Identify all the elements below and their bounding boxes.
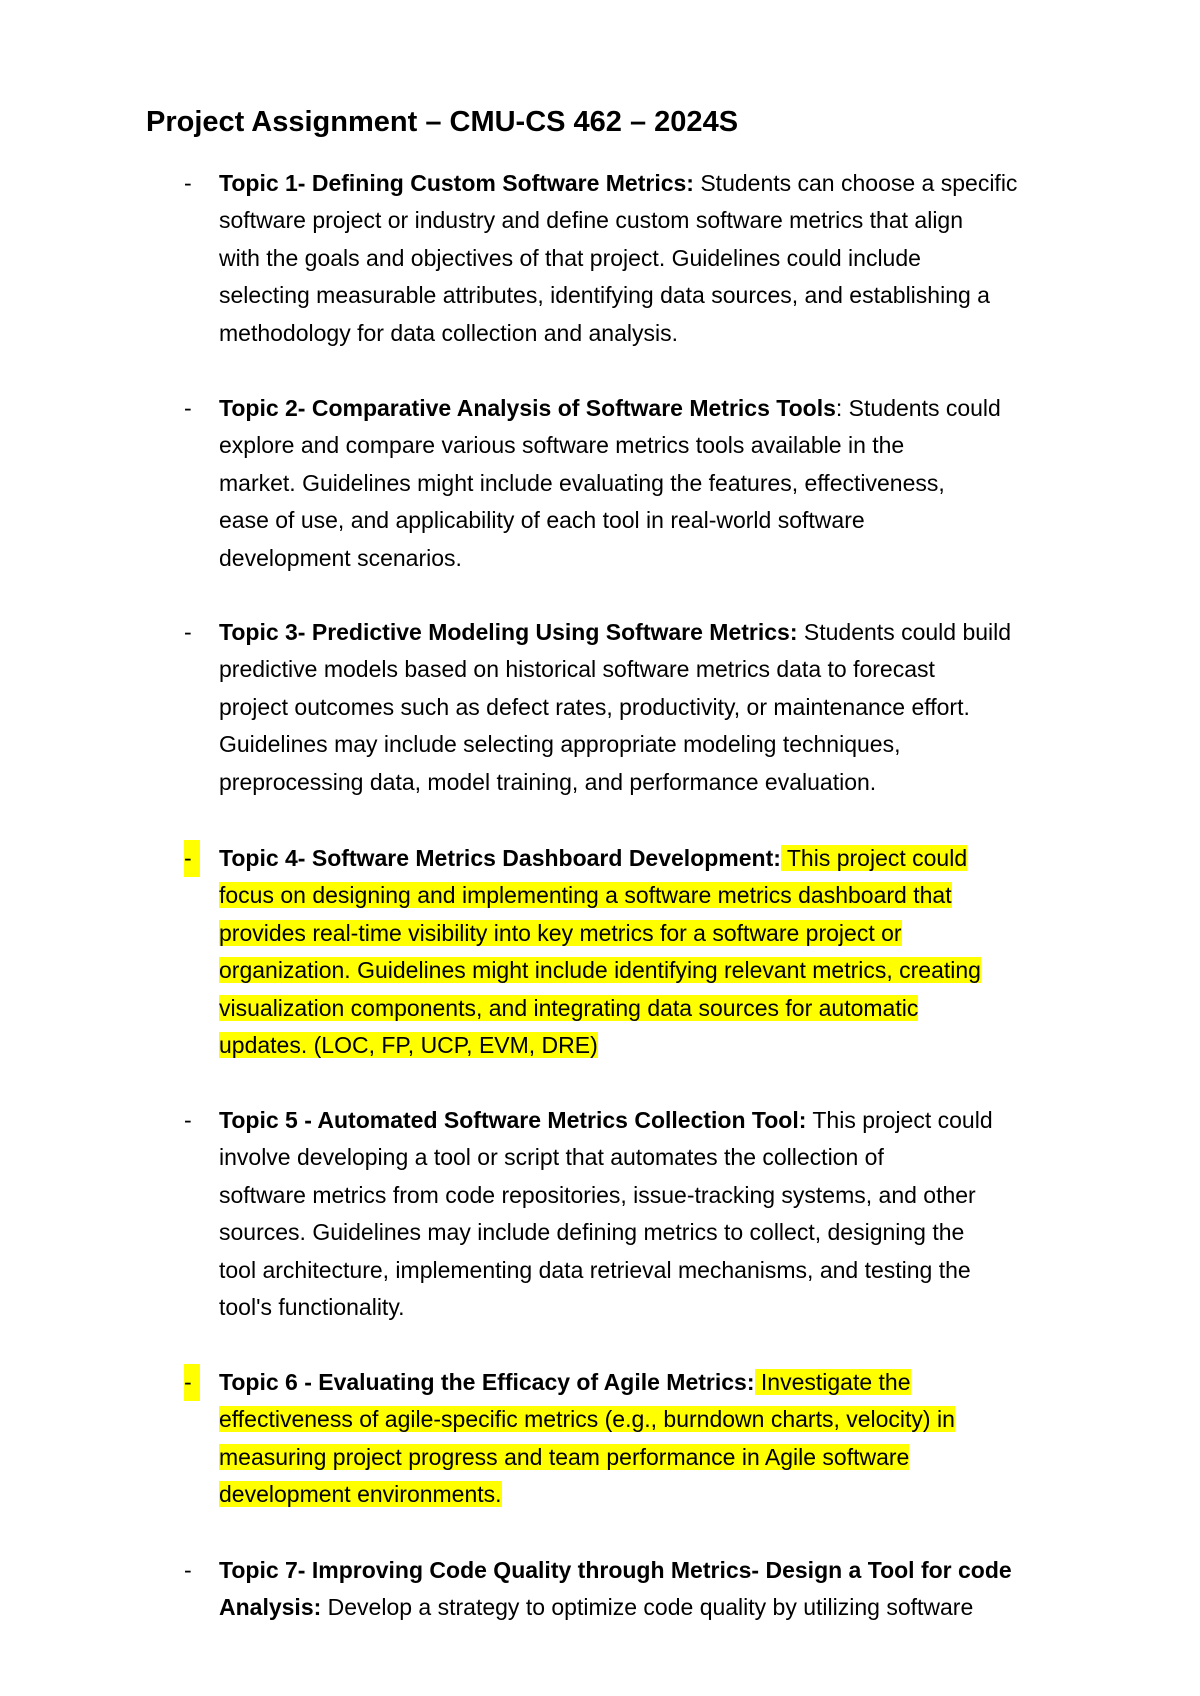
topic-text (219, 390, 1106, 577)
topic-text (219, 1552, 1106, 1627)
topic-body: Students can choose a specific software project or industry and define custom software metrics that align with the goals and objectives of that project. Guidelines could include selecting measurable attributes, identifying data sources, and establishing a methodology for data collection and analysis. (219, 170, 1018, 346)
topic-body: Develop a strategy to optimize code quality by utilizing software (321, 1594, 974, 1621)
topic-heading: Topic 1- Defining Custom Software Metrics: (219, 170, 694, 196)
topic-item-6 (146, 1364, 1106, 1514)
topic-body: This project could involve developing a tool or script that automates the collection of software metrics from code repositories, issue-tracking systems, and other sources. Guidelines may include defining metrics to collect, designing the tool architecture, implementing data retrieval mechanisms, and testing the tool's functionality. (219, 1107, 993, 1321)
topic-heading: Topic 6 - Evaluating the Efficacy of Agile Metrics: (219, 1369, 755, 1395)
bullet-dash: - (184, 395, 192, 421)
highlighted-topic-body: Investigate the effectiveness of agile-specific metrics (e.g., burndown charts, velocity) in measuring project progress and team performance in Agile software development environments. (219, 1369, 955, 1508)
bullet-dash: - (184, 840, 200, 877)
topic-heading: Topic 3- Predictive Modeling Using Software Metrics: (219, 619, 798, 645)
topic-item-2 (146, 390, 1106, 577)
topic-heading: Topic 5 - Automated Software Metrics Collection Tool: (219, 1107, 807, 1133)
topic-item-3 (146, 614, 1106, 801)
topic-heading: Topic 7- Improving Code Quality through Metrics- Design a Tool for code Analysis: (219, 1557, 1012, 1621)
topic-item-4 (146, 840, 1106, 1064)
topic-text (219, 614, 1106, 801)
bullet-dash: - (184, 1557, 192, 1583)
topic-item-5 (146, 1102, 1106, 1326)
topic-body: Students could build predictive models based on historical software metrics data to forecast project outcomes such as defect rates, productivity, or maintenance effort. Guidelines may include selecting appropriate modeling techniques, preprocessing data, model training, and performance evaluation. (219, 619, 1012, 795)
bullet-dash: - (184, 619, 192, 645)
highlighted-topic-body: This project could focus on designing and implementing a software metrics dashboard that provides real-time visibility into key metrics for a software project or organization. Guidelines might include identifying relevant metrics, creating visualization components, and integrating data sources for automatic updates. (LOC, FP, UCP, EVM, DRE) (219, 845, 981, 1059)
bullet-dash: - (184, 1107, 192, 1133)
topic-text (219, 1102, 1106, 1326)
topic-text (219, 840, 1106, 1064)
document-title: Project Assignment – CMU-CS 462 – 2024S (146, 106, 739, 138)
topic-item-1 (146, 165, 1106, 352)
bullet-dash: - (184, 170, 192, 196)
bullet-dash: - (184, 1364, 200, 1401)
topic-text (219, 1364, 1106, 1514)
topic-body: : Students could explore and compare various software metrics tools available in the market. Guidelines might include evaluating the features, effectiveness, ease of use, and applicability of each tool in real-world software development scenarios. (219, 395, 1001, 571)
topic-heading: Topic 2- Comparative Analysis of Software Metrics Tools (219, 395, 836, 421)
topic-text (219, 165, 1106, 352)
topic-heading: Topic 4- Software Metrics Dashboard Development: (219, 845, 781, 871)
topic-item-7 (146, 1552, 1106, 1627)
